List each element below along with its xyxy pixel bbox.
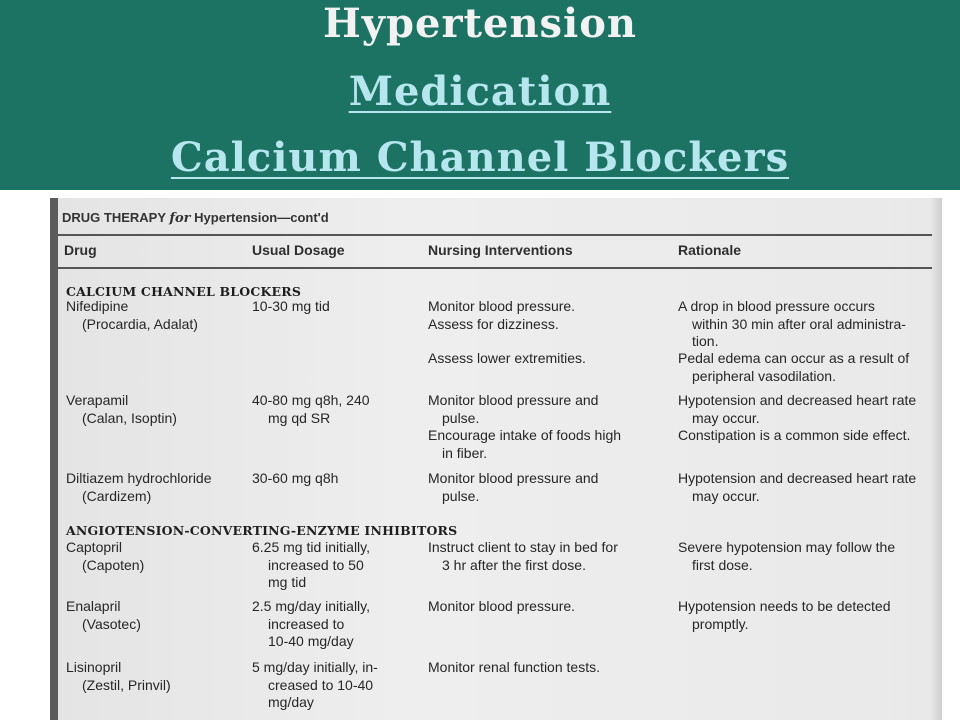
table-row-verapamil-drug: [66, 392, 177, 427]
table-row-nifedipine-rationale: [678, 298, 906, 351]
rationale-line: Hypotension and decreased heart rate: [678, 470, 917, 486]
drug-name: Diltiazem hydrochloride: [66, 470, 212, 486]
rationale-line: A drop in blood pressure occurs: [678, 298, 875, 314]
table-row-nifedipine-b-interventions: [428, 350, 586, 368]
table-row-enalapril-rationale: [678, 598, 891, 633]
dosage-line: 6.25 mg tid initially,: [252, 539, 371, 555]
table-heading: [62, 210, 329, 226]
intervention-line: pulse.: [442, 409, 480, 426]
table-row-lisinopril-drug: [66, 659, 171, 694]
intervention-line: Monitor blood pressure and: [428, 470, 599, 486]
table-row-lisinopril-interventions: [428, 659, 600, 677]
intervention-line: 3 hr after the first dose.: [442, 556, 586, 573]
col-header-nursing-interventions: Nursing Interventions: [428, 242, 573, 258]
title-banner: [0, 0, 960, 190]
intervention-line: Monitor blood pressure.: [428, 598, 576, 614]
rationale-line: Hypotension needs to be detected: [678, 598, 891, 614]
dosage-line: 2.5 mg/day initially,: [252, 598, 371, 614]
title-calcium-channel-blockers-link[interactable]: Calcium Channel Blockers: [170, 134, 790, 181]
intervention-line: Monitor blood pressure.: [428, 298, 576, 314]
table-row-enalapril-drug: [66, 598, 141, 633]
table-row-nifedipine-drug: [66, 298, 198, 333]
table-row-diltiazem-rationale: [678, 470, 916, 505]
dosage-line: 40-80 mg q8h, 240: [252, 392, 370, 408]
table-row-lisinopril-dosage: [252, 659, 378, 712]
intervention-line: Monitor blood pressure and: [428, 392, 599, 408]
table-row-enalapril-interventions: [428, 598, 575, 616]
rationale-line: may occur.: [692, 409, 760, 426]
drug-brand: (Vasotec): [82, 615, 141, 632]
rationale-line: peripheral vasodilation.: [692, 367, 836, 384]
rationale-line: tion.: [692, 333, 719, 349]
table-row-nifedipine-interventions: [428, 298, 575, 333]
intervention-line: in fiber.: [442, 444, 488, 461]
drug-name: Verapamil: [66, 392, 129, 408]
table-row-nifedipine-dosage: [252, 298, 330, 316]
heading-drug-therapy: DRUG THERAPY: [62, 210, 166, 225]
intervention-line: Assess lower extremities.: [428, 350, 586, 366]
drug-brand: (Procardia, Adalat): [82, 315, 198, 332]
dosage-line: creased to 10-40: [268, 676, 374, 693]
dosage-line: 5 mg/day initially, in-: [252, 659, 378, 675]
heading-for: for: [169, 211, 191, 226]
drug-name: Enalapril: [66, 598, 121, 614]
rationale-line: Hypotension and decreased heart rate: [678, 392, 917, 408]
table-row-verapamil-interventions: [428, 392, 598, 427]
title-medication-link[interactable]: Medication: [348, 68, 612, 115]
table-row-captopril-interventions: [428, 539, 618, 574]
table-row-captopril-drug: [66, 539, 144, 574]
col-header-drug: Drug: [64, 242, 97, 258]
dosage-line: mg/day: [268, 694, 314, 710]
table-row-captopril-rationale: [678, 539, 895, 574]
dosage-line: 10-30 mg tid: [252, 298, 330, 314]
dosage-line: mg qd SR: [268, 409, 331, 426]
table-row-enalapril-dosage: [252, 598, 370, 651]
table-row-verapamil-rationale: [678, 392, 916, 427]
col-header-usual-dosage: Usual Dosage: [252, 242, 345, 258]
table-row-diltiazem-dosage: [252, 470, 338, 488]
drug-name: Nifedipine: [66, 298, 129, 314]
scanned-drug-table: [50, 198, 942, 720]
table-row-diltiazem-interventions: [428, 470, 598, 505]
section-calcium-channel-blockers: CALCIUM CHANNEL BLOCKERS: [66, 284, 302, 299]
heading-hypertension-contd: Hypertension—cont'd: [194, 210, 329, 225]
dosage-line: 10-40 mg/day: [268, 633, 354, 649]
page-edge-shadow-right: [930, 198, 942, 720]
intervention-line: pulse.: [442, 487, 480, 504]
rationale-line: promptly.: [692, 615, 749, 632]
col-header-rationale: Rationale: [678, 242, 742, 258]
rationale-line: Constipation is a common side effect.: [678, 427, 911, 443]
page-edge-shadow-left: [50, 198, 58, 720]
dosage-line: mg tid: [268, 574, 307, 590]
title-hypertension: Hypertension: [322, 0, 637, 47]
table-row-verapamil-b-rationale: [678, 427, 910, 445]
drug-brand: (Capoten): [82, 556, 145, 573]
dosage-line: 30-60 mg q8h: [252, 470, 339, 486]
rationale-line: within 30 min after oral administra-: [692, 315, 906, 332]
drug-brand: (Calan, Isoptin): [82, 409, 177, 426]
rationale-line: Severe hypotension may follow the: [678, 539, 896, 555]
header-rule-bottom: [58, 267, 932, 269]
drug-name: Captopril: [66, 539, 123, 555]
table-row-captopril-dosage: [252, 539, 370, 592]
table-row-verapamil-b-interventions: [428, 427, 621, 462]
header-rule-top: [58, 234, 932, 236]
drug-brand: (Cardizem): [82, 487, 152, 504]
intervention-line: Encourage intake of foods high: [428, 427, 622, 443]
drug-brand: (Zestil, Prinvil): [82, 676, 171, 693]
table-row-nifedipine-b-rationale: [678, 350, 909, 385]
rationale-line: may occur.: [692, 487, 760, 504]
section-ace-inhibitors: ANGIOTENSION-CONVERTING-ENZYME INHIBITORS: [66, 523, 458, 538]
drug-name: Lisinopril: [66, 659, 122, 675]
dosage-line: increased to: [268, 615, 345, 632]
rationale-line: Pedal edema can occur as a result of: [678, 350, 910, 366]
intervention-line: Monitor renal function tests.: [428, 659, 600, 675]
rationale-line: first dose.: [692, 556, 753, 573]
table-row-diltiazem-drug: [66, 470, 212, 505]
table-row-verapamil-dosage: [252, 392, 370, 427]
dosage-line: increased to 50: [268, 556, 364, 573]
intervention-line: Instruct client to stay in bed for: [428, 539, 618, 555]
intervention-line: Assess for dizziness.: [428, 315, 559, 332]
